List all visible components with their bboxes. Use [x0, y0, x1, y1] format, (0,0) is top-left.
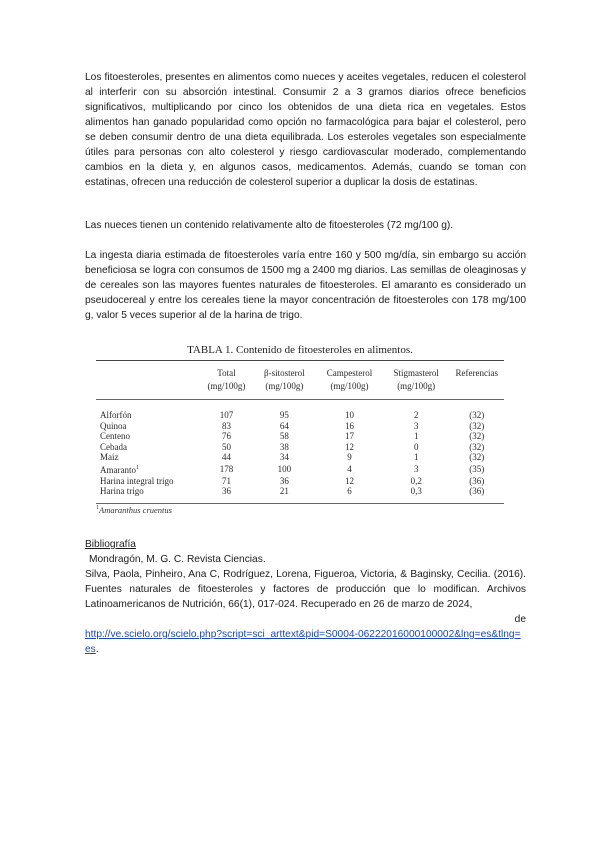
paragraph-nueces: Las nueces tienen un contenido relativamente alto de fitoesteroles (72 mg/100 g). [85, 220, 454, 231]
cell-total: 178 [219, 463, 234, 474]
row-food-name [96, 463, 200, 476]
table-row [96, 442, 504, 453]
header-campesterol-label: Campesterol [326, 368, 373, 378]
cell-campesterol: 12 [345, 475, 355, 486]
cell-total: 44 [221, 452, 231, 463]
cell-sitosterol: 95 [279, 410, 289, 420]
cell-total: 36 [221, 486, 231, 497]
header-stigmasterol-unit: (mg/100g) [397, 381, 436, 391]
cell-referencia: (32) [469, 420, 485, 431]
table-row [96, 421, 504, 432]
link-period: . [95, 644, 99, 655]
row-food-name: Harina integral trigo [100, 475, 174, 486]
header-campesterol [316, 361, 383, 400]
header-sitosterol-unit: (mg/100g) [265, 381, 304, 391]
cell-campesterol: 16 [345, 420, 355, 431]
header-stigmasterol-label: Stigmasterol [393, 368, 439, 378]
cell-stigmasterol: 3 [413, 463, 419, 474]
cell-total: 107 [219, 410, 234, 420]
row-food-name: Centeno [100, 431, 130, 442]
cell-campesterol: 4 [347, 463, 352, 474]
header-referencias [450, 361, 504, 400]
cell-stigmasterol: 0,2 [410, 475, 422, 486]
cell-campesterol: 17 [345, 431, 355, 442]
paragraph-fitoesteroles-intro: Los fitoesteroles, presentes en alimentos como nueces y aceites vegetales, reducen el colesterol al interferir con su absorción intestinal. Consumir 2 a 3 gramos diarios ofrece beneficios significativos, multiplicando por cinco los obtenidos de una dieta rica en vegetales. Estos alimentos han ganado popularidad como opción no farmacológica para bajar el colesterol, pero se deben consumir dentro de una dieta equilibrada. Los esteroles vegetales son especialmente útiles para personas con alto colesterol y riesgo cardiovascular moderado, complementando cambios en la dieta y, en algunos casos, medicamentos. Además, cuando se toman con estatinas, ofrecen una reducción de colesterol superior a duplicar la dosis de estatinas. [85, 72, 526, 188]
header-referencias-label: Referencias [455, 368, 498, 378]
footnote-marker: 1 [136, 464, 139, 471]
cell-sitosterol: 64 [279, 420, 289, 431]
cell-sitosterol: 36 [279, 475, 289, 486]
bibliography-heading: Bibliografía [85, 539, 136, 550]
table-title: TABLA 1. Contenido de fitoesteroles en alimentos. [187, 344, 413, 356]
cell-total: 71 [221, 475, 231, 486]
cell-campesterol: 9 [347, 452, 352, 463]
cell-stigmasterol: 0 [413, 441, 419, 452]
header-stigmasterol [383, 361, 450, 400]
cell-sitosterol: 100 [277, 463, 292, 474]
header-campesterol-unit: (mg/100g) [330, 381, 369, 391]
cell-stigmasterol: 3 [413, 420, 419, 431]
header-total [200, 361, 252, 400]
row-food-name: Cebada [100, 441, 127, 452]
footnote-text: Amaranthus cruentus [99, 505, 172, 515]
cell-referencia: (36) [469, 486, 485, 497]
cell-referencia: (35) [469, 463, 485, 474]
cell-campesterol: 12 [345, 441, 355, 452]
cell-campesterol: 10 [345, 410, 355, 420]
cell-stigmasterol: 1 [413, 452, 419, 463]
table-row [96, 486, 504, 503]
cell-referencia: (32) [469, 441, 485, 452]
bibliography-entry-mondragon: Mondragón, M. G. C. Revista Ciencias. [89, 554, 266, 565]
table-row [96, 431, 504, 442]
cell-stigmasterol: 1 [413, 431, 419, 442]
cell-sitosterol: 38 [279, 441, 289, 452]
row-food-name: Maíz [100, 452, 119, 463]
header-food [96, 361, 200, 400]
cell-campesterol: 6 [347, 486, 352, 497]
cell-referencia: (32) [469, 410, 485, 420]
cell-sitosterol: 21 [279, 486, 289, 497]
cell-referencia: (36) [469, 475, 485, 486]
row-food-name: Harina trigo [100, 486, 144, 497]
table-row [96, 400, 504, 421]
header-sitosterol [252, 361, 316, 400]
scielo-article-link[interactable]: http://ve.scielo.org/scielo.php?script=sci_arttext&pid=S0004-06222016000100002&lng=es&tlng=es [85, 629, 521, 655]
bibliography-link-line [85, 627, 526, 657]
table-row [96, 452, 504, 463]
table-footnote [96, 505, 172, 515]
cell-referencia: (32) [469, 452, 485, 463]
table-header-row [96, 361, 504, 400]
phytosterol-table [96, 360, 504, 504]
table-row [96, 463, 504, 476]
cell-total: 50 [221, 441, 231, 452]
table-row [96, 476, 504, 487]
row-food-name: Quinoa [100, 420, 127, 431]
cell-stigmasterol: 2 [413, 410, 419, 420]
cell-total: 83 [221, 420, 231, 431]
header-sitosterol-label: β-sitosterol [264, 368, 305, 378]
cell-stigmasterol: 0,3 [410, 486, 422, 497]
row-food-name-text: Amaranto [100, 464, 136, 475]
bibliography-entry-silva: Silva, Paola, Pinheiro, Ana C, Rodríguez, Lorena, Figueroa, Victoria, & Baginsky, Cecilia. (2016). Fuentes naturales de fitoesteroles y factores de producción que lo modifican. Archivos Latinoamericanos de Nutrición, 66(1), 017-024. Recuperado en 26 de marzo de 2024, [85, 569, 526, 610]
cell-sitosterol: 58 [279, 431, 289, 442]
cell-total: 76 [221, 431, 231, 442]
bibliography-section [85, 537, 526, 657]
header-total-unit: (mg/100g) [207, 381, 246, 391]
paragraph-ingesta-diaria: La ingesta diaria estimada de fitoesteroles varía entre 160 y 500 mg/día, sin embargo su acción beneficiosa se logra con consumos de 1500 mg a 2400 mg diarios. Las semillas de oleaginosas y de cereales son las mayores fuentes naturales de fitoesteroles. El amaranto es considerado un pseudocereal y entre los cereales tiene la mayor concentración de fitoesteroles con 178 mg/100 g, valor 5 veces superior al de la harina de trigo. [85, 250, 526, 321]
row-food-name: Alforfón [100, 410, 132, 420]
bibliography-entry-de: de [514, 614, 526, 625]
footnote-number: 1 [96, 505, 99, 512]
cell-sitosterol: 34 [279, 452, 289, 463]
header-total-label: Total [217, 368, 236, 378]
cell-referencia: (32) [469, 431, 485, 442]
